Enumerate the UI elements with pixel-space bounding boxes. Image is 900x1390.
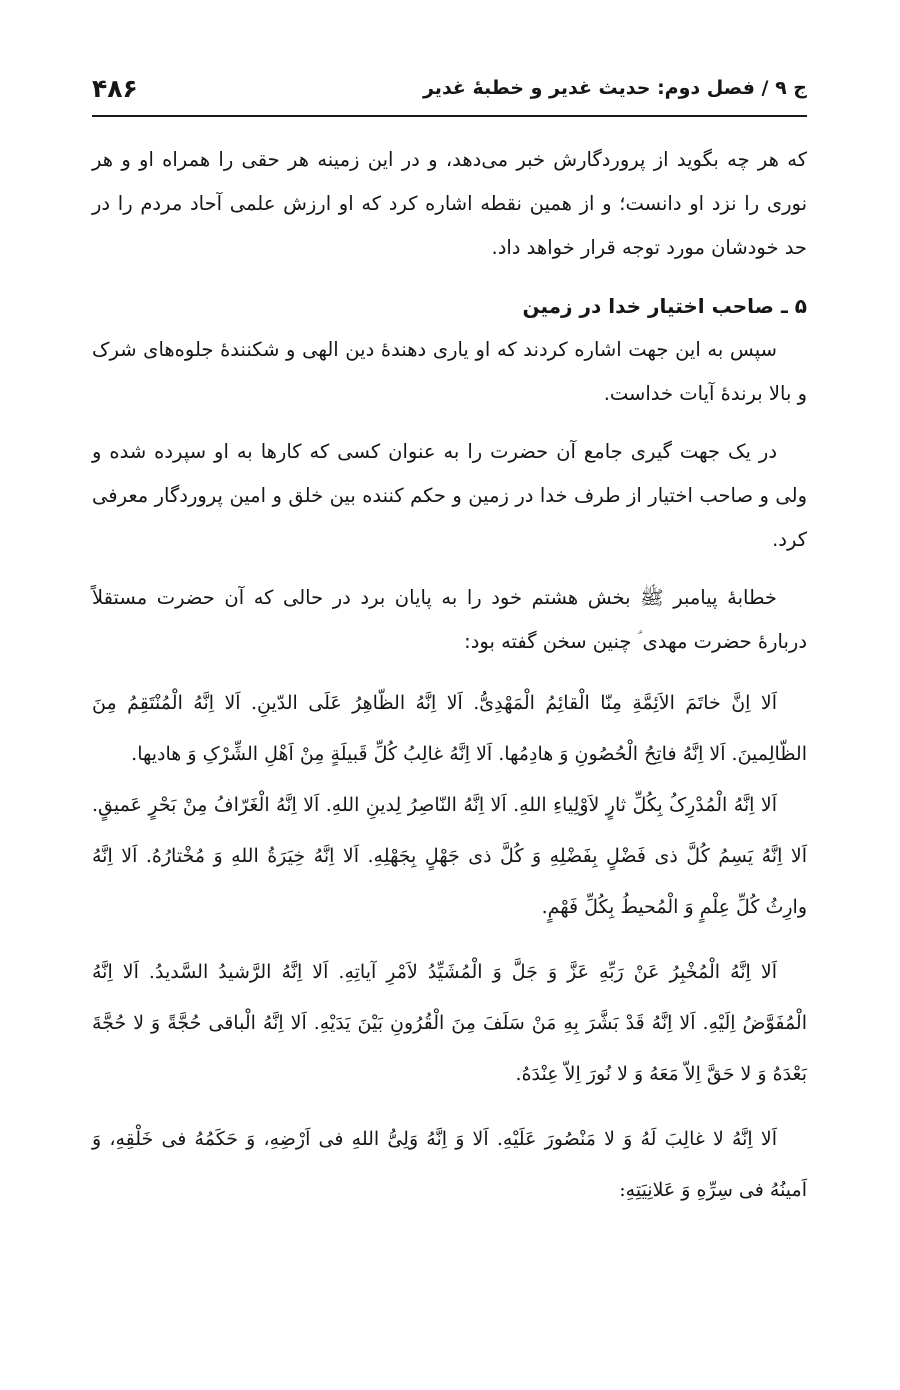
running-head: ج ۹ / فصل دوم: حدیث غدیر و خطبۀ غدیر [422, 77, 807, 99]
paragraph-4: خطابۀ پیامبر ﷺ بخش هشتم خود را به پایان برد در حالی که آن حضرت مستقلاً دربارۀ حضرت مهدی ؑ چنین سخن گفته بود: [92, 586, 807, 653]
paragraph-2: سپس به این جهت اشاره کردند که او یاری دهندۀ دین الهی و شکنندۀ جلوه‌های شرک و بالا برندۀ آیات خداست. [92, 338, 807, 405]
arabic-quote-2: اَلا اِنَّهُ الْمُدْرِکُ بِکُلِّ ثارٍ لاَوْلِیاءِ اللهِ. اَلا اِنَّهُ النّاصِرُ لِدینِ اللهِ. اَلا اِنَّهُ الْغَرّافُ مِنْ بَحْرٍ عَمیقٍ. اَلا اِنَّهُ یَسِمُ کُلَّ ذی فَضْلٍ بِفَضْلِهِ وَ کُلَّ ذی جَهْلٍ بِجَهْلِهِ. اَلا اِنَّهُ خِیَرَةُ اللهِ وَ مُخْتارُهُ. اَلا اِنَّهُ وارِثُ کُلِّ عِلْمٍ وَ الْمُحیطُ بِکُلِّ فَهْمٍ. [92, 794, 807, 918]
page-body [92, 138, 807, 1216]
paragraph-3: در یک جهت گیری جامع آن حضرت را به عنوان کسی که کارها به او سپرده شده و ولی و صاحب اختیار از طرف خدا در زمین و حکم کننده بین خلق و امین پروردگار معرفی کرد. [92, 440, 807, 551]
arabic-quote-1: اَلا اِنَّ خاتَمَ الاَئِمَّةِ مِنّا الْقائِمُ الْمَهْدِیُّ. اَلا اِنَّهُ الظّاهِرُ عَلَی الدّینِ. اَلا اِنَّهُ الْمُنْتَقِمُ مِنَ الظّالِمینَ. اَلا اِنَّهُ فاتِحُ الْحُصُونِ وَ هادِمُها. اَلا اِنَّهُ غالِبُ کُلِّ قَبیلَةٍ مِنْ اَهْلِ الشِّرْکِ وَ هادیها. [92, 692, 807, 765]
page-number: ۴۸۶ [92, 73, 138, 103]
arabic-quote-3: اَلا اِنَّهُ الْمُخْبِرُ عَنْ رَبِّهِ عَزَّ وَ جَلَّ وَ الْمُشَیِّدُ لاَمْرِ آیاتِهِ. اَلا اِنَّهُ الرَّشیدُ السَّدیدُ. اَلا اِنَّهُ الْمُفَوَّضُ اِلَیْهِ. اَلا اِنَّهُ قَدْ بَشَّرَ بِهِ مَنْ سَلَفَ مِنَ الْقُرُونِ بَیْنَ یَدَیْهِ. اَلا اِنَّهُ الْباقی حُجَّةً وَ لا حُجَّةَ بَعْدَهُ وَ لا حَقَّ اِلاّ مَعَهُ وَ لا نُورَ اِلاّ عِنْدَهُ. [92, 961, 807, 1085]
paragraph-1: که هر چه بگوید از پروردگارش خبر می‌دهد، و در این زمینه هر حقی را همراه او و هر نوری را نزد او دانست؛ و از همین نقطه اشاره کرد که او ارزش علمی آحاد مردم را در حد خودشان مورد توجه قرار خواهد داد. [92, 148, 807, 259]
arabic-quote-4: اَلا اِنَّهُ لا غالِبَ لَهُ وَ لا مَنْصُورَ عَلَیْهِ. اَلا وَ اِنَّهُ وَلِیُّ اللهِ فی اَرْضِهِ، وَ حَکَمُهُ فی خَلْقِهِ، وَ اَمینُهُ فی سِرِّهِ وَ عَلانِیَتِهِ: [92, 1128, 807, 1201]
section-heading: ۵ ـ صاحب اختیار خدا در زمین [522, 294, 807, 318]
header-divider [92, 115, 807, 117]
page-header [92, 66, 807, 110]
